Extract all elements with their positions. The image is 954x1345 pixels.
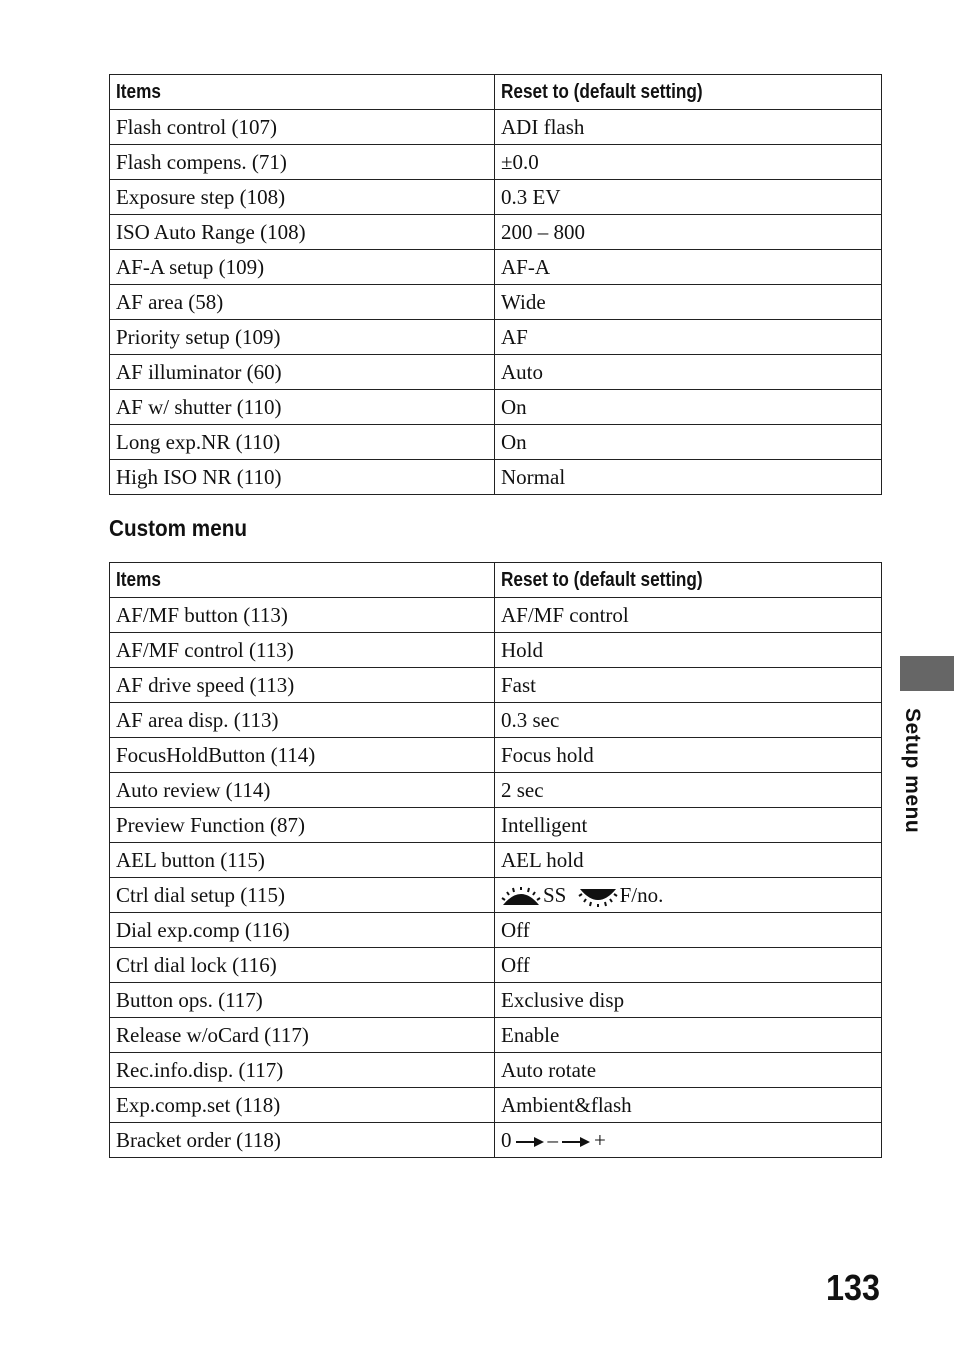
default-cell: 0.3 EV: [495, 180, 882, 215]
table-row: [110, 773, 882, 808]
default-cell: Enable: [495, 1018, 882, 1053]
rear-dial-label: F/no.: [619, 882, 664, 907]
item-cell: High ISO NR (110): [110, 460, 495, 495]
default-cell: AEL hold: [495, 843, 882, 878]
item-cell: Long exp.NR (110): [110, 425, 495, 460]
table-row: [110, 738, 882, 773]
items-column-header: Items: [110, 75, 495, 110]
default-cell: AF: [495, 320, 882, 355]
table-row: [110, 145, 882, 180]
item-cell: Exp.comp.set (118): [110, 1088, 495, 1123]
table-row: [110, 913, 882, 948]
default-cell: Wide: [495, 285, 882, 320]
item-cell: Rec.info.disp. (117): [110, 1053, 495, 1088]
arrow-right-icon: [516, 1136, 544, 1148]
table-row: [110, 355, 882, 390]
item-cell: Flash control (107): [110, 110, 495, 145]
item-cell: Dial exp.comp (116): [110, 913, 495, 948]
default-cell: Auto: [495, 355, 882, 390]
table-row: [110, 110, 882, 145]
side-section-label: Setup menu: [901, 708, 924, 834]
default-cell: Fast: [495, 668, 882, 703]
default-cell: Normal: [495, 460, 882, 495]
table-row: [110, 390, 882, 425]
table-row: [110, 250, 882, 285]
default-cell: 2 sec: [495, 773, 882, 808]
sequence-step: +: [594, 1127, 606, 1152]
default-cell: Focus hold: [495, 738, 882, 773]
item-cell: AEL button (115): [110, 843, 495, 878]
default-cell: Off: [495, 913, 882, 948]
table-row: [110, 460, 882, 495]
default-cell: ±0.0: [495, 145, 882, 180]
item-cell: AF/MF button (113): [110, 598, 495, 633]
default-cell: Auto rotate: [495, 1053, 882, 1088]
item-cell: AF/MF control (113): [110, 633, 495, 668]
default-cell: On: [495, 390, 882, 425]
table-row: [110, 215, 882, 250]
item-cell: ISO Auto Range (108): [110, 215, 495, 250]
item-cell: Priority setup (109): [110, 320, 495, 355]
table-row: [110, 703, 882, 738]
default-cell: AF-A: [495, 250, 882, 285]
table-row: [110, 878, 882, 913]
table-row: [110, 1053, 882, 1088]
table-row: [110, 1123, 882, 1158]
item-cell: AF drive speed (113): [110, 668, 495, 703]
default-cell: Ambient&flash: [495, 1088, 882, 1123]
rear-dial-icon: [578, 887, 618, 907]
side-tab-marker: [900, 656, 954, 691]
default-cell: Hold: [495, 633, 882, 668]
custom-menu-heading: Custom menu: [109, 515, 248, 541]
table-row: [110, 320, 882, 355]
table-row: [110, 285, 882, 320]
table-row: [110, 808, 882, 843]
item-cell: AF area disp. (113): [110, 703, 495, 738]
default-cell: [495, 878, 882, 913]
table-header-row: [110, 75, 882, 110]
item-cell: Button ops. (117): [110, 983, 495, 1018]
item-cell: AF w/ shutter (110): [110, 390, 495, 425]
item-cell: AF illuminator (60): [110, 355, 495, 390]
page-number: 133: [825, 1267, 880, 1308]
default-cell: AF/MF control: [495, 598, 882, 633]
custom-menu-table: [109, 562, 882, 1158]
table-row: [110, 668, 882, 703]
item-cell: Ctrl dial lock (116): [110, 948, 495, 983]
default-cell: 200 – 800: [495, 215, 882, 250]
table-row: [110, 633, 882, 668]
table-row: [110, 1088, 882, 1123]
table-row: [110, 598, 882, 633]
sequence-step: 0: [501, 1127, 512, 1152]
item-cell: AF-A setup (109): [110, 250, 495, 285]
default-cell: Off: [495, 948, 882, 983]
item-cell: FocusHoldButton (114): [110, 738, 495, 773]
table-row: [110, 425, 882, 460]
item-cell: Exposure step (108): [110, 180, 495, 215]
items-column-header: Items: [110, 563, 495, 598]
front-dial-label: SS: [543, 882, 567, 907]
default-cell: [495, 1123, 882, 1158]
item-cell: Release w/oCard (117): [110, 1018, 495, 1053]
general-settings-table: [109, 74, 882, 495]
default-column-header: Reset to (default setting): [495, 75, 882, 110]
item-cell: Flash compens. (71): [110, 145, 495, 180]
default-cell: 0.3 sec: [495, 703, 882, 738]
front-dial-icon: [501, 887, 541, 907]
table-row: [110, 843, 882, 878]
item-cell: Auto review (114): [110, 773, 495, 808]
table-row: [110, 180, 882, 215]
table-row: [110, 948, 882, 983]
default-cell: ADI flash: [495, 110, 882, 145]
default-column-header: Reset to (default setting): [495, 563, 882, 598]
sequence-step: –: [547, 1127, 558, 1152]
table-row: [110, 983, 882, 1018]
table-row: [110, 1018, 882, 1053]
item-cell: Preview Function (87): [110, 808, 495, 843]
item-cell: AF area (58): [110, 285, 495, 320]
item-cell: Bracket order (118): [110, 1123, 495, 1158]
arrow-right-icon: [562, 1136, 590, 1148]
default-cell: Exclusive disp: [495, 983, 882, 1018]
table-header-row: [110, 563, 882, 598]
item-cell: Ctrl dial setup (115): [110, 878, 495, 913]
default-cell: Intelligent: [495, 808, 882, 843]
default-cell: On: [495, 425, 882, 460]
